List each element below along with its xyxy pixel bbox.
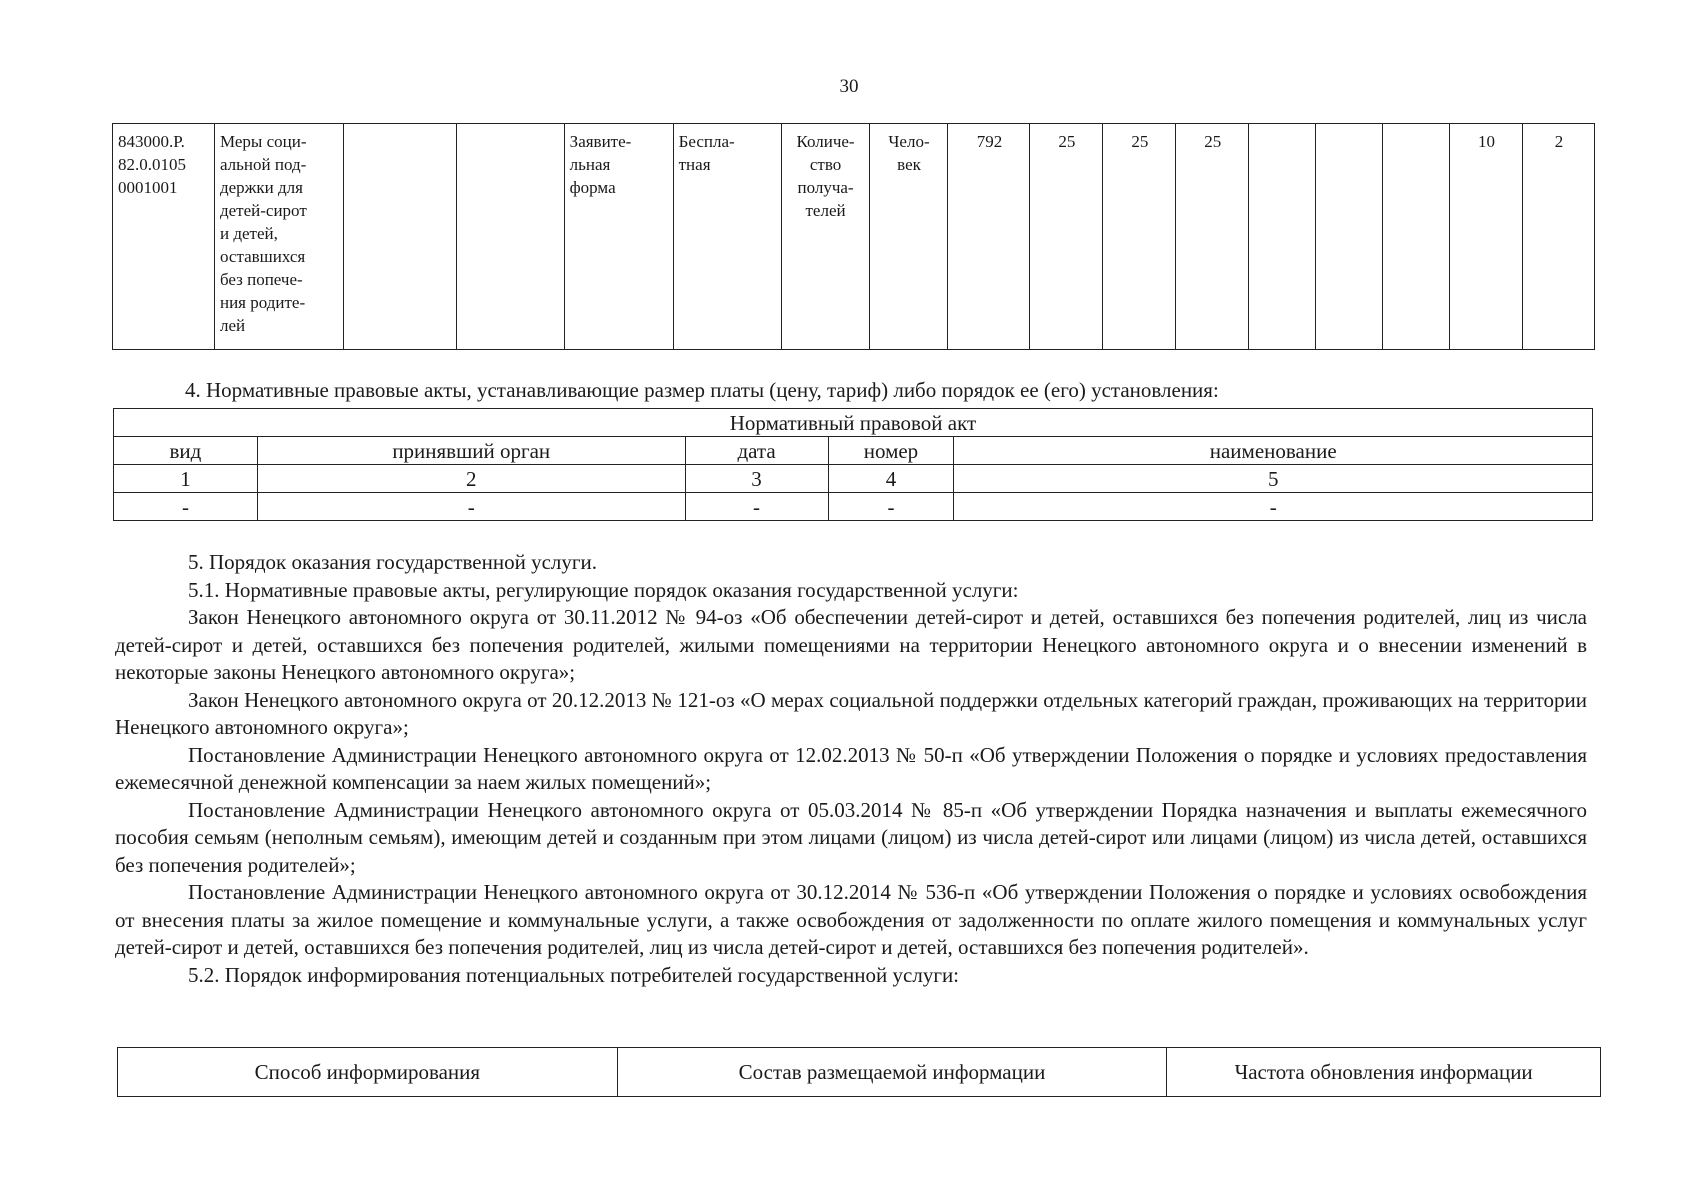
- empty-cell: [456, 124, 564, 350]
- table-row: [114, 493, 1593, 521]
- form-cell: Заявите- льная форма: [564, 124, 673, 350]
- table-header-row: [114, 437, 1593, 465]
- table-row: [114, 409, 1593, 437]
- value-cell: [1316, 124, 1383, 350]
- section-5-body: [115, 549, 1587, 989]
- paragraph: Закон Ненецкого автономного округа от 20.12.2013 № 121-оз «О мерах социальной поддержки отдельных категорий граждан, проживающих на территории Ненецкого автономного округа»;: [115, 687, 1587, 739]
- column-number: 1: [114, 465, 258, 493]
- column-header: наименование: [954, 437, 1593, 465]
- column-number: 3: [685, 465, 828, 493]
- column-header: Способ информирования: [118, 1048, 618, 1097]
- value-cell: [1249, 124, 1316, 350]
- value-cell: 10: [1450, 124, 1523, 350]
- legal-acts-fee-table: [113, 408, 1593, 521]
- table-cell: -: [954, 493, 1593, 521]
- column-header: Частота обновления информации: [1167, 1048, 1601, 1097]
- unit-cell: Чело- век: [869, 124, 948, 350]
- column-number: 5: [954, 465, 1593, 493]
- paragraph: Постановление Администрации Ненецкого автономного округа от 30.12.2014 № 536-п «Об утверждении Положения о порядке и условиях освобождения от внесения платы за жилое помещение и коммунальные услуги, а также освобождения от задолженности по оплате жилого помещения и коммунальных услуг детей-сирот и детей, оставшихся без попечения родителей, лиц из числа детей-сирот и детей, оставшихся без попечения родителей».: [115, 880, 1587, 959]
- service-name-cell: Меры соци- альной под- держки для детей-сирот и детей, оставшихся без попече- ния родите- лей: [214, 124, 343, 350]
- column-number: 4: [828, 465, 954, 493]
- paragraph: Постановление Администрации Ненецкого автономного округа от 12.02.2013 № 50-п «Об утверждении Положения о порядке и условиях предоставления ежемесячной денежной компенсации за наем жилых помещений»;: [115, 742, 1587, 794]
- value-cell: 25: [1103, 124, 1176, 350]
- table-cell: -: [257, 493, 685, 521]
- table-cell: -: [828, 493, 954, 521]
- table-cell: -: [114, 493, 258, 521]
- service-indicators-table: [112, 123, 1595, 350]
- payment-cell: Беспла- тная: [673, 124, 781, 350]
- table-cell: -: [685, 493, 828, 521]
- column-header: вид: [114, 437, 258, 465]
- column-header: номер: [828, 437, 954, 465]
- informing-table: [117, 1047, 1601, 1097]
- column-header: Состав размещаемой информации: [617, 1048, 1167, 1097]
- page-number: 30: [839, 76, 859, 97]
- section-4-heading: 4. Нормативные правовые акты, устанавливающие размер платы (цену, тариф) либо порядок ее (его) установления:: [185, 378, 1219, 402]
- table-header-row: [118, 1048, 1601, 1097]
- value-cell: 25: [1030, 124, 1103, 350]
- table-title: Нормативный правовой акт: [114, 409, 1593, 437]
- column-header: дата: [685, 437, 828, 465]
- paragraph: Закон Ненецкого автономного округа от 30.11.2012 № 94-оз «Об обеспечении детей-сирот и детей, оставшихся без попечения родителей, лиц из числа детей-сирот и детей, оставшихся без попечения родителей, жилыми помещениями на территории Ненецкого автономного округа и о внесении изменений в некоторые законы Ненецкого автономного округа»;: [115, 605, 1587, 684]
- empty-cell: [343, 124, 456, 350]
- registry-code-cell: 843000.Р. 82.0.0105 0001001: [113, 124, 215, 350]
- value-cell: 25: [1176, 124, 1249, 350]
- value-cell: 2: [1522, 124, 1594, 350]
- paragraph: 5.2. Порядок информирования потенциальных потребителей государственной услуги:: [188, 962, 960, 987]
- table-row: [114, 465, 1593, 493]
- okei-code-cell: 792: [948, 124, 1030, 350]
- value-cell: [1383, 124, 1450, 350]
- paragraph: 5.1. Нормативные правовые акты, регулирующие порядок оказания государственной услуги:: [188, 577, 1019, 602]
- paragraph: Постановление Администрации Ненецкого автономного округа от 05.03.2014 № 85-п «Об утверждении Порядка назначения и выплаты ежемесячного пособия семьям (неполным семьям), имеющим детей и созданным при этом лицами (лицом) из числа детей-сирот или лицами (лицом) из числа детей, оставшихся без попечения родителей»;: [115, 797, 1587, 877]
- table-row: [113, 124, 1595, 350]
- paragraph: 5. Порядок оказания государственной услуги.: [188, 550, 597, 574]
- indicator-cell: Количе- ство получа- телей: [781, 124, 869, 350]
- column-header: принявший орган: [257, 437, 685, 465]
- column-number: 2: [257, 465, 685, 493]
